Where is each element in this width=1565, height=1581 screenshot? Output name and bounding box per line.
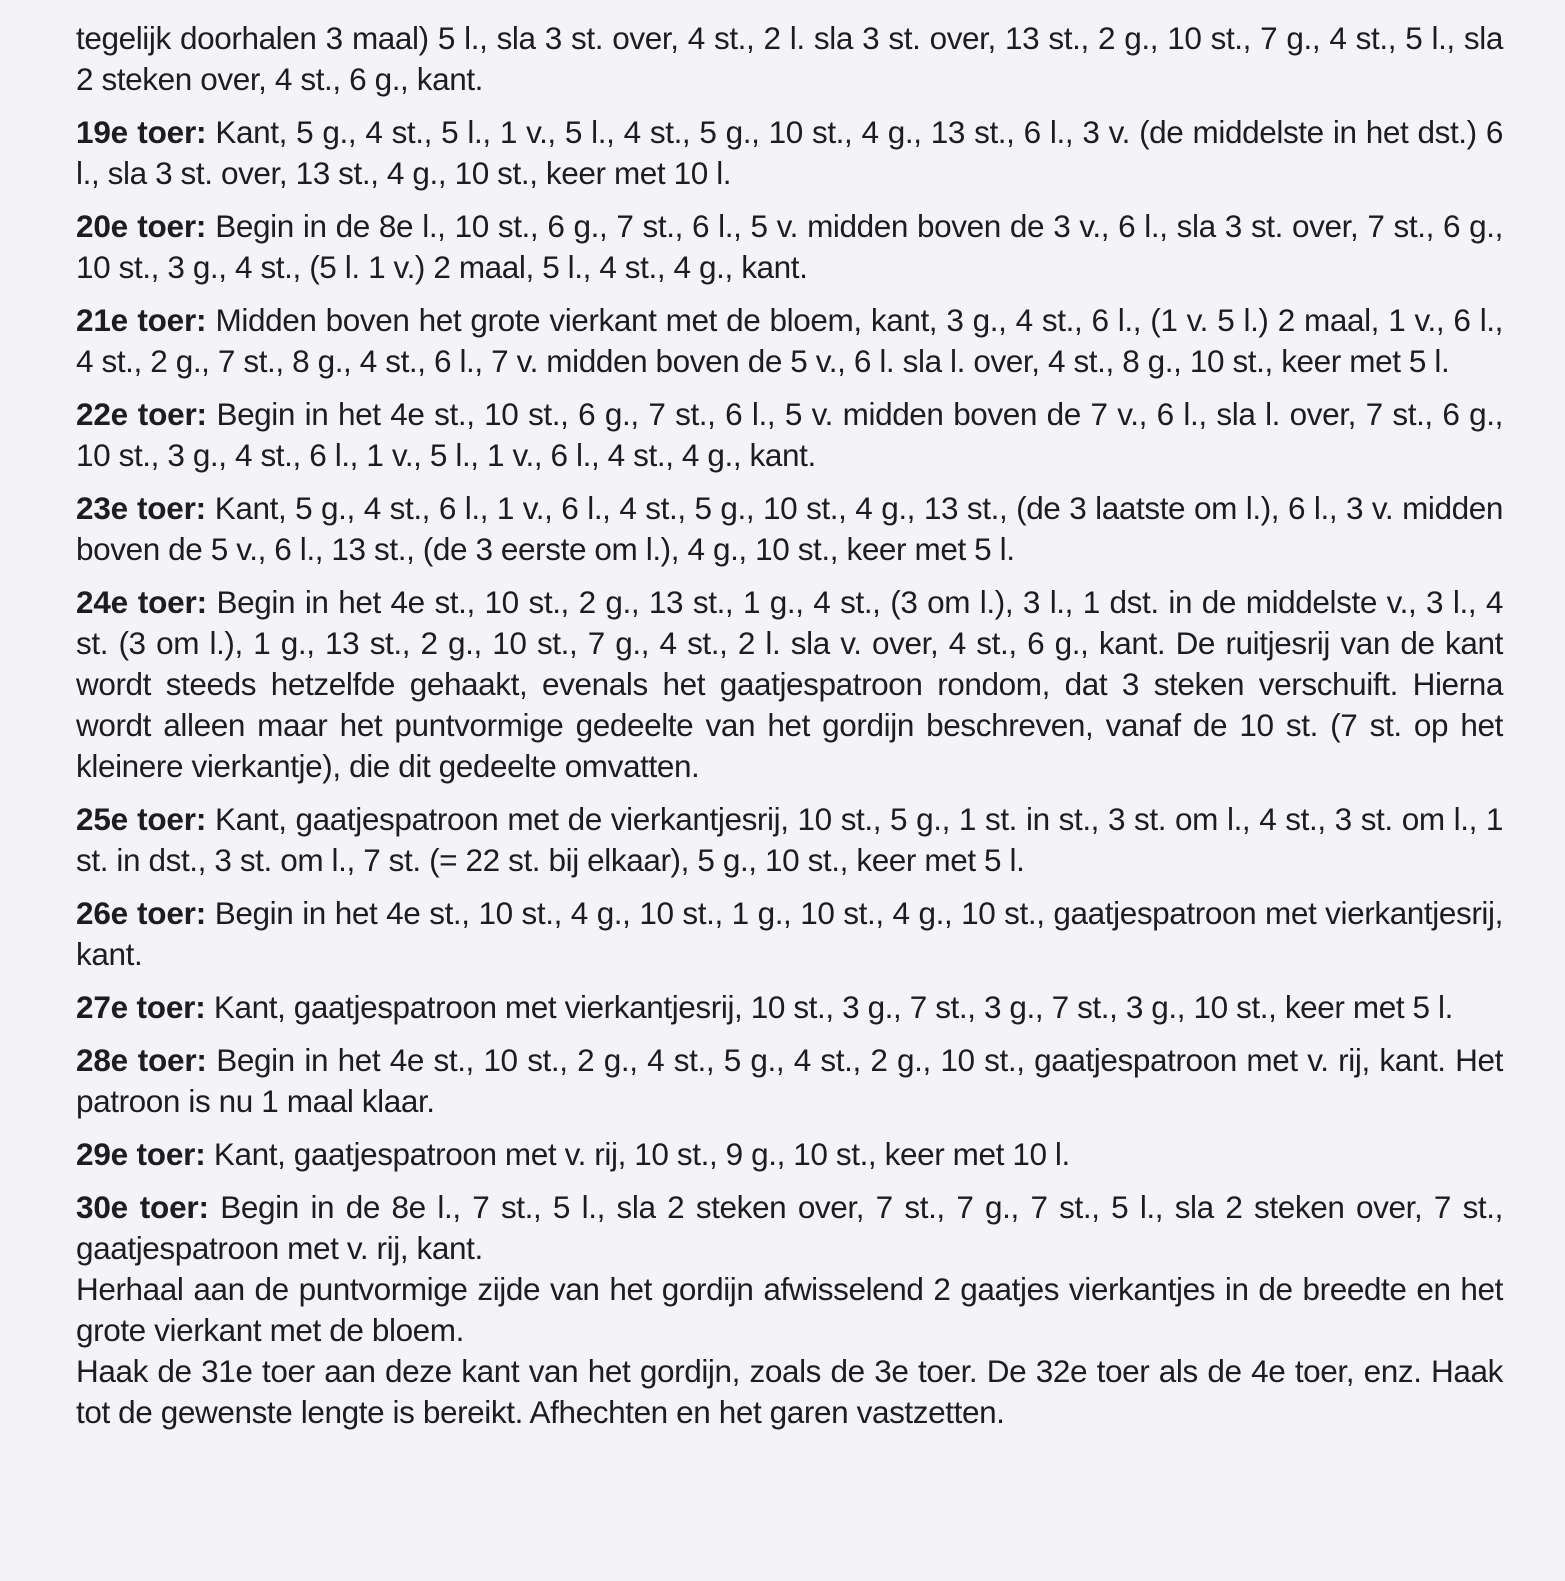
row-label: 28e toer: — [76, 1042, 207, 1078]
row-label: 25e toer: — [76, 801, 207, 837]
finishing-instruction: Haak de 31e toer aan deze kant van het gordijn, zoals de 3e toer. De 32e toer als de 4e toer, enz. Haak tot de gewenste lengte is bereikt. Afhechten en het garen vastzetten. — [76, 1353, 1503, 1430]
row-label: 26e toer: — [76, 895, 206, 931]
row-24-instruction — [76, 582, 1503, 787]
row-25-instruction — [76, 799, 1503, 881]
row-29-instruction — [76, 1134, 1503, 1175]
row-30-instruction — [76, 1187, 1503, 1269]
row-label: 21e toer: — [76, 302, 207, 338]
row-label: 22e toer: — [76, 396, 207, 432]
row-label: 23e toer: — [76, 490, 206, 526]
row-26-instruction — [76, 893, 1503, 975]
row-text: Midden boven het grote vierkant met de bloem, kant, 3 g., 4 st., 6 l., (1 v. 5 l.) 2 maal, 1 v., 6 l., 4 st., 2 g., 7 st., 8 g., 4 st., 6 l., 7 v. midden boven de 5 v., 6 l. sla l. over, 4 st., 8 g., 10 st., keer met 5 l. — [76, 302, 1503, 379]
continued-row-text — [76, 18, 1503, 100]
row-text: Kant, 5 g., 4 st., 5 l., 1 v., 5 l., 4 st., 5 g., 10 st., 4 g., 13 st., 6 l., 3 v. (de middelste in het dst.) 6 l., sla 3 st. over, 13 st., 4 g., 10 st., keer met 10 l. — [76, 114, 1503, 191]
row-text: Begin in de 8e l., 7 st., 5 l., sla 2 steken over, 7 st., 7 g., 7 st., 5 l., sla 2 steken over, 7 st., gaatjespatroon met v. rij, kant. — [76, 1189, 1503, 1266]
row-text: Begin in het 4e st., 10 st., 6 g., 7 st., 6 l., 5 v. midden boven de 7 v., 6 l., sla l. over, 7 st., 6 g., 10 st., 3 g., 4 st., 6 l., 1 v., 5 l., 1 v., 6 l., 4 st., 4 g., kant. — [76, 396, 1503, 473]
row-text: Begin in het 4e st., 10 st., 4 g., 10 st., 1 g., 10 st., 4 g., 10 st., gaatjespatroon met vierkantjesrij, kant. — [76, 895, 1503, 972]
row-text: Kant, 5 g., 4 st., 6 l., 1 v., 6 l., 4 st., 5 g., 10 st., 4 g., 13 st., (de 3 laatste om l.), 6 l., 3 v. midden boven de 5 v., 6 l., 13 st., (de 3 eerste om l.), 4 g., 10 st., keer met 5 l. — [76, 490, 1503, 567]
row-text: Begin in het 4e st., 10 st., 2 g., 13 st., 1 g., 4 st., (3 om l.), 3 l., 1 dst. in de middelste v., 3 l., 4 st. (3 om l.), 1 g., 13 st., 2 g., 10 st., 7 g., 4 st., 2 l. sla v. over, 4 st., 6 g., kant. De ruitjesrij van de kant wordt steeds hetzelfde gehaakt, evenals het gaatjespatroon rondom, dat 3 steken verschuift. Hierna wordt alleen maar het puntvormige gedeelte van het gordijn beschreven, vanaf de 10 st. (7 st. op het kleinere vierkantje), die dit gedeelte omvatten. — [76, 584, 1503, 784]
row-19-instruction — [76, 112, 1503, 194]
row-label: 19e toer: — [76, 114, 207, 150]
row-label: 20e toer: — [76, 208, 207, 244]
row-20-instruction — [76, 206, 1503, 288]
row-27-instruction — [76, 987, 1503, 1028]
row-label: 30e toer: — [76, 1189, 209, 1225]
row-22-instruction — [76, 394, 1503, 476]
row-label: 27e toer: — [76, 989, 206, 1025]
repeat-instruction: Herhaal aan de puntvormige zijde van het gordijn afwisselend 2 gaatjes vierkantjes in de breedte en het grote vierkant met de bloem. — [76, 1271, 1503, 1348]
row-text: tegelijk doorhalen 3 maal) 5 l., sla 3 st. over, 4 st., 2 l. sla 3 st. over, 13 st., 2 g., 10 st., 7 g., 4 st., 5 l., sla 2 steken over, 4 st., 6 g., kant. — [76, 20, 1503, 97]
row-23-instruction — [76, 488, 1503, 570]
row-label: 29e toer: — [76, 1136, 206, 1172]
row-21-instruction — [76, 300, 1503, 382]
row-label: 24e toer: — [76, 584, 207, 620]
row-text: Kant, gaatjespatroon met de vierkantjesrij, 10 st., 5 g., 1 st. in st., 3 st. om l., 4 st., 3 st. om l., 1 st. in dst., 3 st. om l., 7 st. (= 22 st. bij elkaar), 5 g., 10 st., keer met 5 l. — [76, 801, 1503, 878]
row-text: Kant, gaatjespatroon met vierkantjesrij, 10 st., 3 g., 7 st., 3 g., 7 st., 3 g., 10 st., keer met 5 l. — [205, 989, 1453, 1025]
row-28-instruction — [76, 1040, 1503, 1122]
row-text: Kant, gaatjespatroon met v. rij, 10 st., 9 g., 10 st., keer met 10 l. — [205, 1136, 1070, 1172]
row-text: Begin in de 8e l., 10 st., 6 g., 7 st., 6 l., 5 v. midden boven de 3 v., 6 l., sla 3 st. over, 7 st., 6 g., 10 st., 3 g., 4 st., (5 l. 1 v.) 2 maal, 5 l., 4 st., 4 g., kant. — [76, 208, 1503, 285]
row-text: Begin in het 4e st., 10 st., 2 g., 4 st., 5 g., 4 st., 2 g., 10 st., gaatjespatroon met v. rij, kant. Het patroon is nu 1 maal klaar. — [76, 1042, 1503, 1119]
